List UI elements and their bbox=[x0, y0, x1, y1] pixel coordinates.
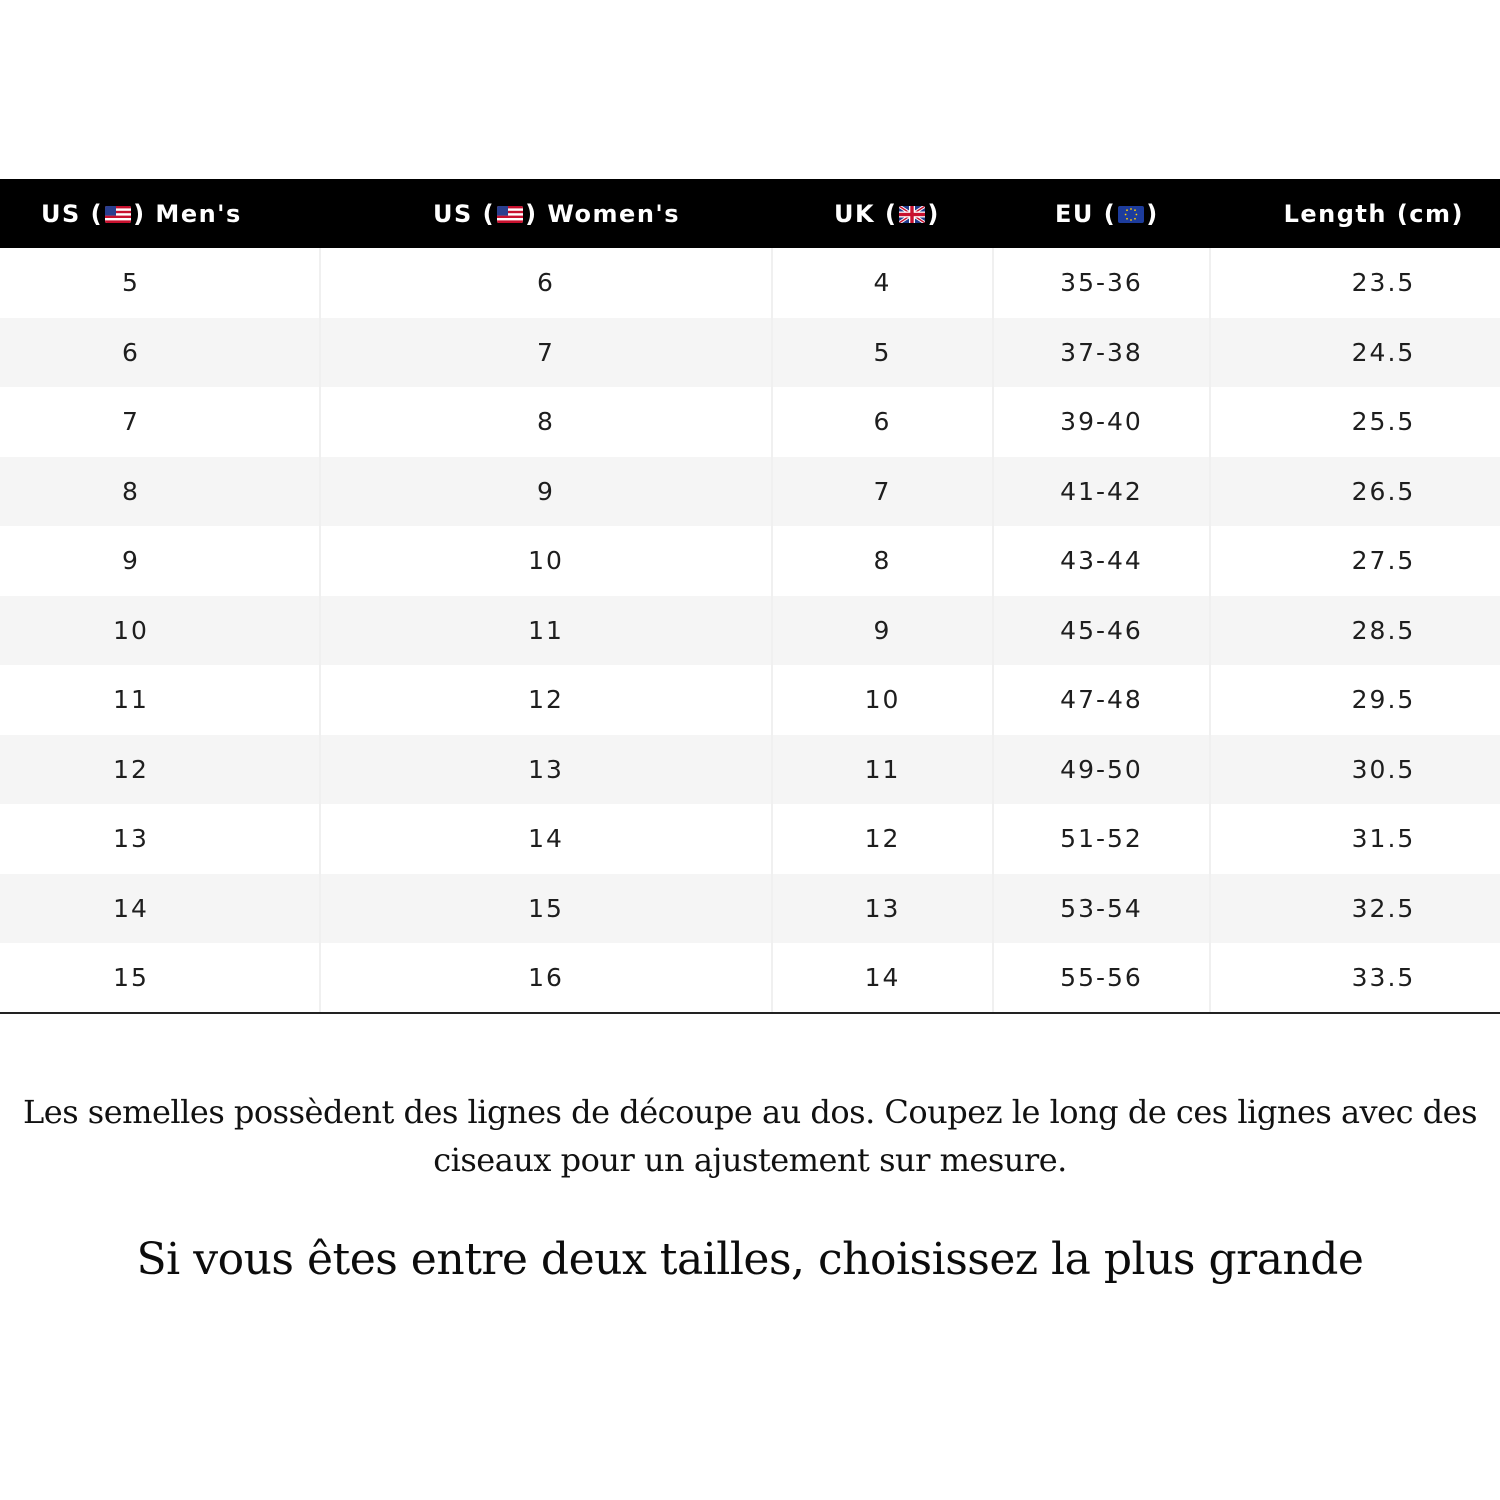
cell-us-mens: 11 bbox=[0, 665, 320, 735]
cell-us-mens: 7 bbox=[0, 387, 320, 457]
cell-eu: 49-50 bbox=[993, 735, 1210, 805]
cell-uk: 9 bbox=[772, 596, 993, 666]
cell-us-womens: 16 bbox=[320, 943, 772, 1013]
trim-instructions-line-2: ciseaux pour un ajustement sur mesure. bbox=[433, 1141, 1067, 1179]
cell-us-womens: 13 bbox=[320, 735, 772, 805]
header-text: US ( bbox=[41, 199, 104, 228]
uk-flag-icon bbox=[899, 206, 925, 223]
header-uk bbox=[772, 179, 993, 248]
cell-uk: 5 bbox=[772, 318, 993, 388]
cell-us-mens: 15 bbox=[0, 943, 320, 1013]
table-row bbox=[0, 596, 1500, 666]
header-eu bbox=[993, 179, 1210, 248]
table-row bbox=[0, 665, 1500, 735]
cell-length: 30.5 bbox=[1351, 754, 1416, 784]
header-text: US ( bbox=[433, 199, 496, 228]
cell-uk: 7 bbox=[772, 457, 993, 527]
cell-length: 25.5 bbox=[1351, 407, 1416, 437]
cell-us-womens: 7 bbox=[320, 318, 772, 388]
header-text: Length (cm) bbox=[1283, 199, 1464, 228]
cell-length: 27.5 bbox=[1351, 546, 1416, 576]
cell-uk: 6 bbox=[772, 387, 993, 457]
cell-uk: 4 bbox=[772, 248, 993, 318]
trim-instructions bbox=[0, 1088, 1500, 1184]
cell-us-womens: 6 bbox=[320, 248, 772, 318]
header-us-womens bbox=[320, 179, 772, 248]
header-text: EU ( bbox=[1055, 199, 1117, 228]
cell-eu: 55-56 bbox=[993, 943, 1210, 1013]
header-text: ) bbox=[1146, 199, 1159, 228]
table-row bbox=[0, 526, 1500, 596]
header-row bbox=[0, 179, 1500, 248]
cell-uk: 14 bbox=[772, 943, 993, 1013]
cell-us-mens: 8 bbox=[0, 457, 320, 527]
eu-flag-icon bbox=[1118, 206, 1144, 223]
cell-us-womens: 14 bbox=[320, 804, 772, 874]
cell-eu: 39-40 bbox=[993, 387, 1210, 457]
header-text: UK ( bbox=[834, 199, 898, 228]
cell-length: 24.5 bbox=[1351, 337, 1416, 367]
table-row bbox=[0, 248, 1500, 318]
cell-us-mens: 5 bbox=[0, 248, 320, 318]
table-row bbox=[0, 874, 1500, 944]
table-row bbox=[0, 943, 1500, 1013]
header-length bbox=[1210, 179, 1500, 248]
cell-length: 29.5 bbox=[1351, 685, 1416, 715]
cell-us-mens: 13 bbox=[0, 804, 320, 874]
sizing-advice: Si vous êtes entre deux tailles, choisissez la plus grande bbox=[136, 1234, 1364, 1285]
cell-us-mens: 10 bbox=[0, 596, 320, 666]
cell-eu: 51-52 bbox=[993, 804, 1210, 874]
cell-eu: 43-44 bbox=[993, 526, 1210, 596]
cell-length: 33.5 bbox=[1210, 943, 1500, 1013]
table-row bbox=[0, 735, 1500, 805]
table-row bbox=[0, 387, 1500, 457]
table-body bbox=[0, 248, 1500, 1013]
size-chart-table bbox=[0, 179, 1500, 1014]
cell-eu: 47-48 bbox=[993, 665, 1210, 735]
cell-us-mens: 9 bbox=[0, 526, 320, 596]
cell-eu: 35-36 bbox=[993, 248, 1210, 318]
table-row bbox=[0, 318, 1500, 388]
cell-length: 31.5 bbox=[1351, 824, 1416, 854]
cell-length: 28.5 bbox=[1351, 615, 1416, 645]
table-row bbox=[0, 457, 1500, 527]
trim-instructions-line-1: Les semelles possèdent des lignes de découpe au dos. Coupez le long de ces lignes avec des bbox=[23, 1093, 1477, 1131]
cell-eu: 45-46 bbox=[993, 596, 1210, 666]
header-text: ) bbox=[927, 199, 940, 228]
cell-eu: 41-42 bbox=[993, 457, 1210, 527]
cell-us-womens: 9 bbox=[320, 457, 772, 527]
cell-us-mens: 14 bbox=[0, 874, 320, 944]
cell-uk: 12 bbox=[772, 804, 993, 874]
cell-uk: 10 bbox=[772, 665, 993, 735]
cell-eu: 37-38 bbox=[993, 318, 1210, 388]
cell-uk: 13 bbox=[772, 874, 993, 944]
cell-us-womens: 10 bbox=[320, 526, 772, 596]
cell-length: 32.5 bbox=[1351, 893, 1416, 923]
header-text: ) Men's bbox=[133, 199, 242, 228]
cell-uk: 11 bbox=[772, 735, 993, 805]
cell-us-womens: 8 bbox=[320, 387, 772, 457]
us-flag-icon bbox=[497, 206, 523, 223]
cell-length: 26.5 bbox=[1351, 476, 1416, 506]
header-text: ) Women's bbox=[525, 199, 681, 228]
cell-us-mens: 6 bbox=[0, 318, 320, 388]
us-flag-icon bbox=[105, 206, 131, 223]
cell-eu: 53-54 bbox=[993, 874, 1210, 944]
cell-length: 23.5 bbox=[1351, 268, 1416, 298]
cell-uk: 8 bbox=[772, 526, 993, 596]
header-us-mens bbox=[0, 179, 320, 248]
cell-us-womens: 12 bbox=[320, 665, 772, 735]
cell-us-mens: 12 bbox=[0, 735, 320, 805]
cell-us-womens: 11 bbox=[320, 596, 772, 666]
table-row bbox=[0, 804, 1500, 874]
cell-us-womens: 15 bbox=[320, 874, 772, 944]
